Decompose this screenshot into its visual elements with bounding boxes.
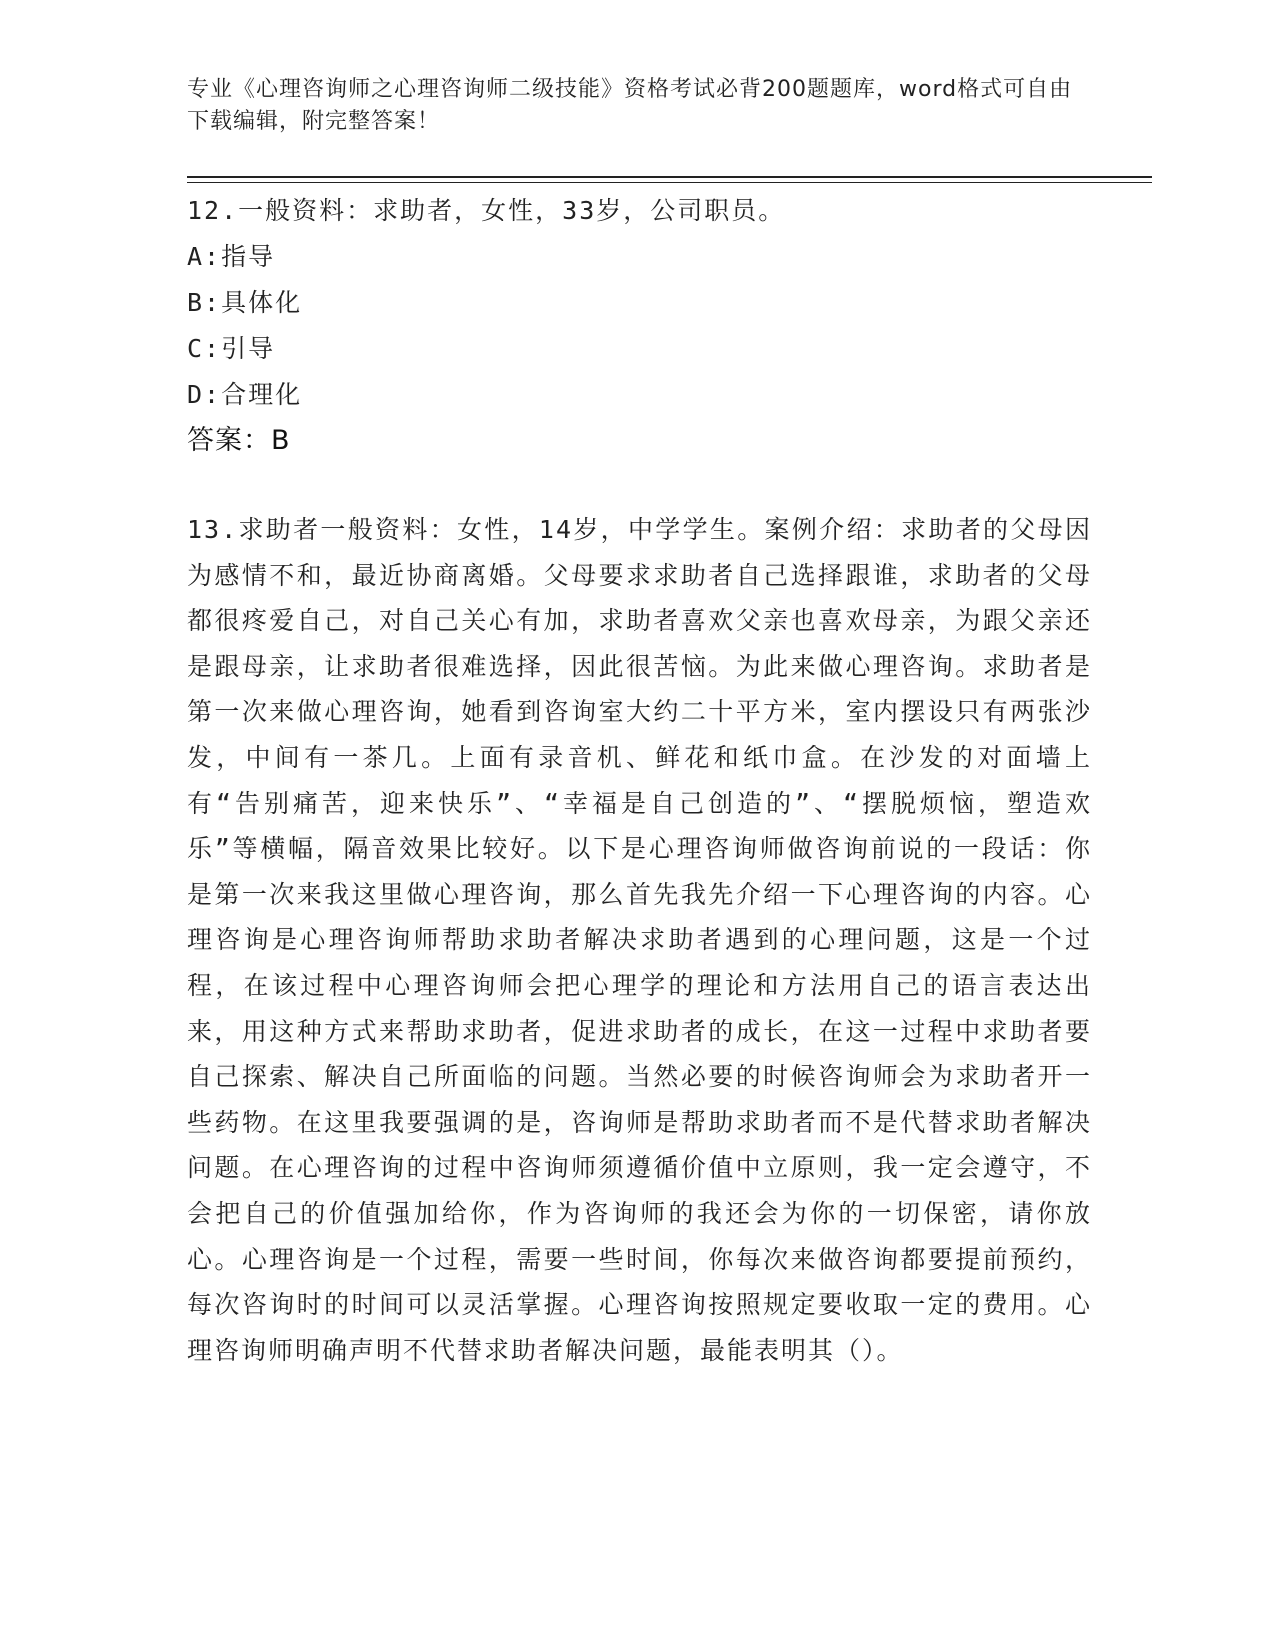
option-c: C:引导 bbox=[187, 334, 276, 363]
page-header: 专业《心理咨询师之心理咨询师二级技能》资格考试必背200题题库，word格式可自由下载编辑，附完整答案！ bbox=[187, 77, 1073, 134]
answer: 答案：B bbox=[187, 425, 291, 456]
option-d: D:合理化 bbox=[187, 380, 303, 409]
question-stem: 12.一般资料：求助者，女性，33岁，公司职员。 bbox=[187, 196, 786, 225]
option-b: B:具体化 bbox=[187, 288, 303, 317]
option-a: A:指导 bbox=[187, 242, 276, 271]
header-divider-thick bbox=[187, 176, 1152, 178]
question-12 bbox=[187, 188, 1107, 464]
question-13: 13.求助者一般资料：女性，14岁，中学学生。案例介绍：求助者的父母因为感情不和，最近协商离婚。父母要求求助者自己选择跟谁，求助者的父母都很疼爱自己，对自己关心有加，求助者喜欢父亲也喜欢母亲，为跟父亲还是跟母亲，让求助者很难选择，因此很苦恼。为此来做心理咨询。求助者是第一次来做心理咨询，她看到咨询室大约二十平方米，室内摆设只有两张沙发，中间有一茶几。上面有录音机、鲜花和纸巾盒。在沙发的对面墙上有“告别痛苦，迎来快乐”、“幸福是自己创造的”、“摆脱烦恼，塑造欢乐”等横幅，隔音效果比较好。以下是心理咨询师做咨询前说的一段话：你是第一次来我这里做心理咨询，那么首先我先介绍一下心理咨询的内容。心理咨询是心理咨询师帮助求助者解决求助者遇到的心理问题，这是一个过程，在该过程中心理咨询师会把心理学的理论和方法用自己的语言表达出来，用这种方式来帮助求助者，促进求助者的成长，在这一过程中求助者要自己探索、解决自己所面临的问题。当然必要的时候咨询师会为求助者开一些药物。在这里我要强调的是，咨询师是帮助求助者而不是代替求助者解决问题。在心理咨询的过程中咨询师须遵循价值中立原则，我一定会遵守，不会把自己的价值强加给你，作为咨询师的我还会为你的一切保密，请你放心。心理咨询是一个过程，需要一些时间，你每次来做咨询都要提前预约，每次咨询时的时间可以灵活掌握。心理咨询按照规定要收取一定的费用。心理咨询师明确声明不代替求助者解决问题，最能表明其（）。 bbox=[187, 515, 1092, 1365]
header-divider-thin bbox=[187, 182, 1152, 183]
